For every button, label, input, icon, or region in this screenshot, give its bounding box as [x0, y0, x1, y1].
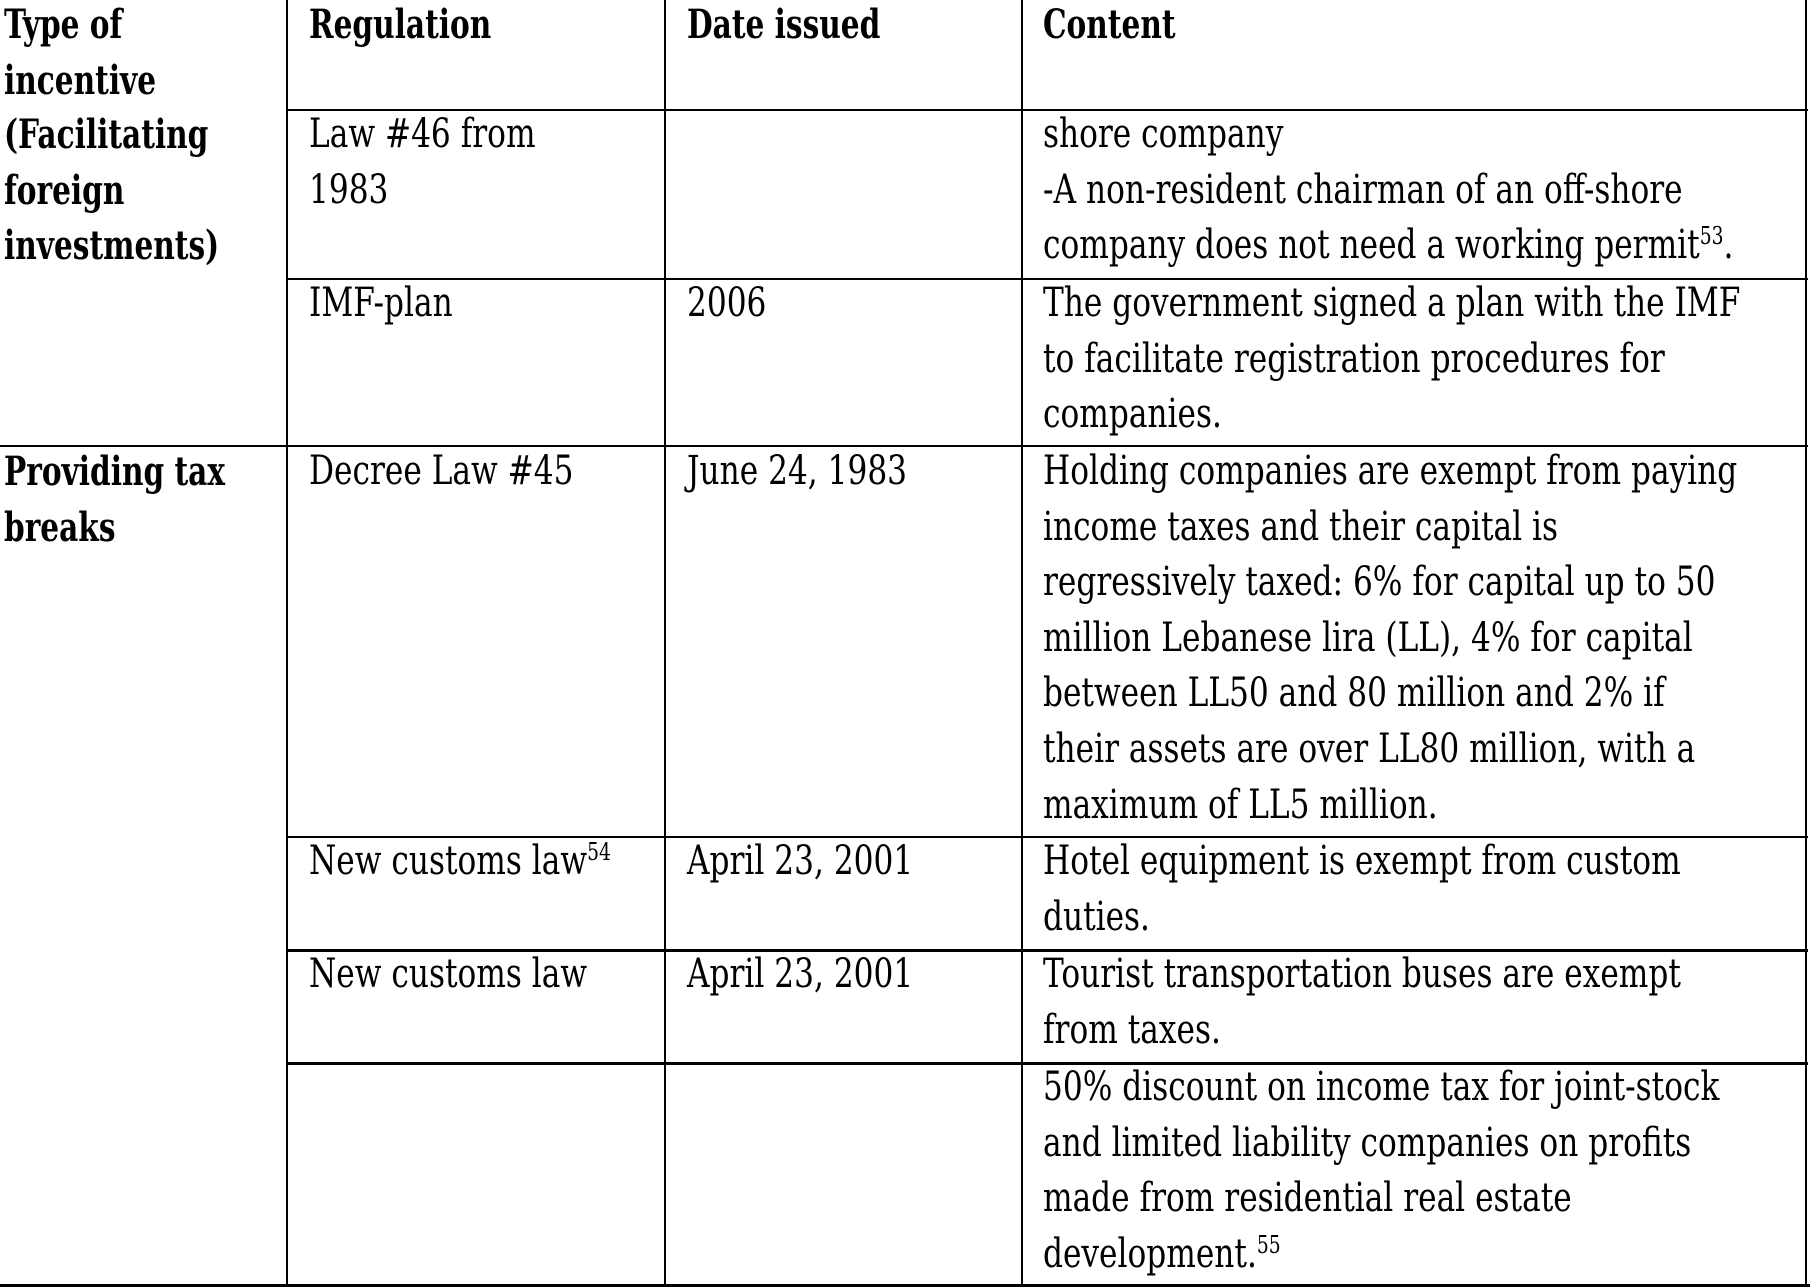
date-cell	[687, 276, 789, 332]
cell-text-line	[309, 276, 453, 332]
cell-text: between LL50 and 80 million and 2% if	[1043, 670, 1665, 717]
cell-text: maximum of LL5 million.	[1043, 781, 1438, 828]
cell-text: Content	[1043, 1, 1176, 48]
cell-text: Date issued	[687, 1, 881, 48]
header-regulation	[309, 0, 555, 53]
cell-text-line	[4, 218, 219, 274]
cell-text: New customs law	[309, 838, 588, 884]
cell-text-line	[1043, 218, 1733, 274]
cell-text: Holding companies are exempt from paying	[1043, 448, 1738, 494]
cell-text-line	[309, 947, 587, 1003]
cell-text-line	[309, 444, 574, 500]
cell-text: Regulation	[309, 1, 492, 48]
cell-text-line	[1043, 611, 1737, 667]
header-type	[4, 0, 210, 108]
cell-text-line	[1043, 107, 1733, 163]
cell-text: 1983	[309, 166, 389, 213]
cell-text: June 24, 1983	[687, 448, 908, 494]
cell-text-line	[309, 163, 536, 219]
cell-text-line	[687, 444, 907, 500]
cell-text: 2006	[687, 280, 767, 326]
cell-text: Decree Law #45	[309, 448, 574, 494]
column-divider	[664, 0, 666, 1286]
cell-text: The government signed a plan with the IMF	[1043, 280, 1741, 326]
cell-text-line	[1043, 163, 1733, 219]
cell-text: from taxes.	[1043, 1006, 1221, 1053]
regulation-cell	[309, 444, 648, 500]
cell-text-line	[1043, 0, 1176, 53]
cell-text-line	[687, 0, 880, 53]
regulation-cell	[309, 834, 696, 890]
cell-text-line	[309, 0, 491, 53]
cell-text-line	[1043, 834, 1681, 890]
cell-text: Providing tax	[4, 448, 226, 495]
content-cell	[1043, 107, 1810, 274]
cell-text-line	[1043, 555, 1737, 611]
cell-text: 50% discount on income tax for joint-stock	[1043, 1064, 1720, 1110]
cell-text-line	[4, 107, 219, 163]
cell-text-line	[1043, 778, 1737, 834]
cell-text: made from residential real estate	[1043, 1175, 1572, 1222]
content-cell	[1043, 947, 1810, 1058]
header-date	[687, 0, 948, 53]
cell-text: Hotel equipment is exempt from custom	[1043, 838, 1681, 884]
cell-text: New customs law	[309, 951, 588, 997]
cell-text-line	[1043, 1116, 1719, 1172]
date-cell	[687, 834, 977, 890]
cell-text: (Facilitating	[4, 111, 209, 158]
column-divider	[1021, 0, 1023, 1286]
cell-text-line	[1043, 1171, 1719, 1227]
footnote-marker[interactable]: 55	[1256, 1230, 1281, 1259]
cell-text-line	[1043, 444, 1737, 500]
footnote-marker[interactable]: 54	[587, 838, 611, 866]
cell-text-line	[1043, 947, 1681, 1003]
regulation-cell	[309, 107, 599, 218]
cell-text-line	[687, 834, 913, 890]
cell-text: Law #46 from	[309, 111, 536, 157]
cell-text: April 23, 2001	[687, 951, 914, 997]
cell-text-line	[1043, 387, 1740, 443]
table-bottom-border	[0, 1284, 1810, 1287]
cell-text-line	[4, 500, 225, 556]
cell-text: income taxes and their capital is	[1043, 503, 1558, 550]
cell-text: breaks	[4, 503, 116, 551]
cell-text-line	[1043, 1227, 1719, 1283]
cell-text-line	[1043, 1003, 1681, 1059]
cell-text-line	[309, 834, 611, 890]
cell-text: IMF-plan	[309, 280, 453, 326]
cell-text-line	[1043, 666, 1737, 722]
cell-text: their assets are over LL80 million, with a	[1043, 725, 1696, 772]
footnote-suffix: .	[1723, 222, 1734, 269]
cell-text-line	[1043, 276, 1740, 332]
cell-text: Type of	[4, 1, 123, 48]
cell-text: shore company	[1043, 111, 1284, 157]
regulation-cell	[309, 276, 493, 332]
content-cell	[1043, 276, 1810, 443]
cell-text: regressively taxed: 6% for capital up to 50	[1043, 559, 1716, 606]
cell-text: April 23, 2001	[687, 838, 914, 884]
cell-text: million Lebanese lira (LL), 4% for capital	[1043, 614, 1693, 661]
cell-text: Tourist transportation buses are exempt	[1043, 951, 1681, 997]
cell-text-line	[687, 276, 766, 332]
cell-text-line	[1043, 722, 1737, 778]
cell-text: to facilitate registration procedures for	[1043, 335, 1665, 382]
type-cell	[4, 107, 295, 274]
cell-text-line	[309, 107, 536, 163]
cell-text: investments)	[4, 222, 220, 270]
cell-text-line	[4, 444, 225, 500]
cell-text-line	[687, 947, 913, 1003]
cell-text-line	[4, 0, 156, 53]
header-content	[1043, 0, 1222, 53]
cell-text-line	[1043, 332, 1740, 388]
regulation-cell	[309, 947, 666, 1003]
cell-text: development.	[1043, 1230, 1257, 1277]
cell-text-line	[4, 53, 156, 109]
cell-text-line	[1043, 890, 1681, 946]
date-cell	[687, 947, 977, 1003]
cell-text: company does not need a working permit	[1043, 222, 1700, 269]
footnote-marker[interactable]: 53	[1699, 222, 1724, 251]
content-cell	[1043, 1060, 1810, 1282]
cell-text: and limited liability companies on profits	[1043, 1119, 1692, 1166]
cell-text: foreign	[4, 166, 125, 214]
cell-text-line	[1043, 1060, 1719, 1116]
cell-text: -A non-resident chairman of an off-shore	[1043, 166, 1683, 213]
content-cell	[1043, 444, 1810, 833]
cell-text: duties.	[1043, 893, 1150, 940]
date-cell	[687, 444, 969, 500]
cell-text-line	[4, 163, 219, 219]
type-cell	[4, 444, 303, 555]
content-cell	[1043, 834, 1810, 945]
cell-text: companies.	[1043, 391, 1222, 438]
cell-text: incentive	[4, 56, 157, 104]
cell-text-line	[1043, 500, 1737, 556]
